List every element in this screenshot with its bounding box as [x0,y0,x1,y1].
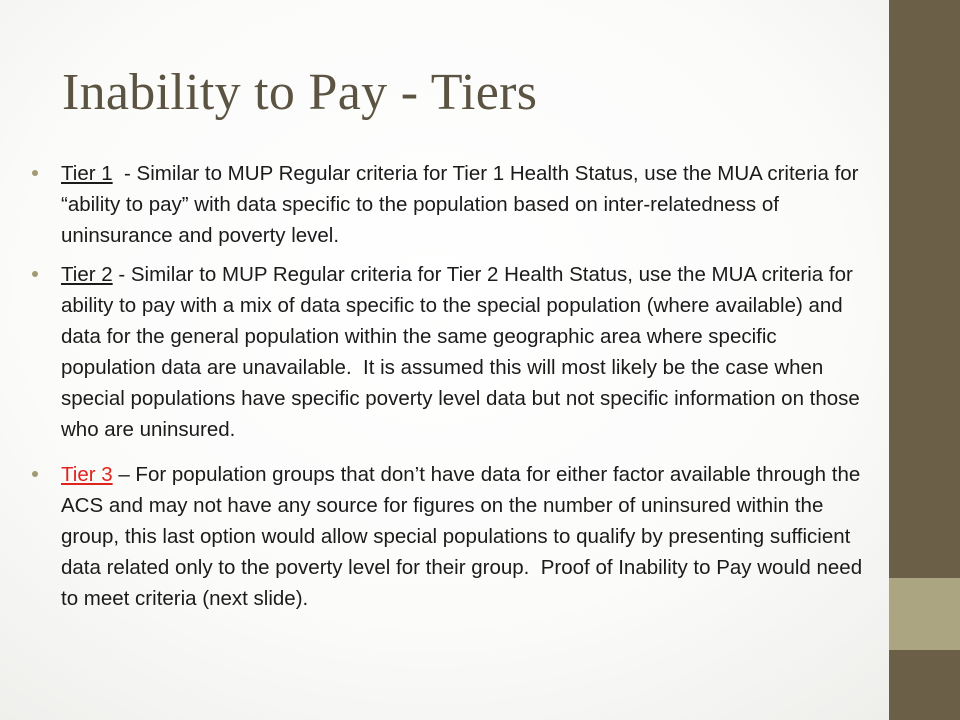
tier-3-text: – For population groups that don’t have data for either factor available through the ACS and may not have any source for figures on the number of uninsured within the group, this last option would allow special populations to qualify by presenting sufficient data related only to the poverty level for their group. Proof of Inability to Pay would need to meet criteria (next slide). [61,463,868,610]
bullet-list [32,158,874,622]
bullet-item-tier-1 [32,158,874,251]
bullet-dot-icon [32,170,38,176]
bullet-item-tier-3 [32,459,874,614]
tier-3-link[interactable]: Tier 3 [61,463,113,486]
tier-1-text: - Similar to MUP Regular criteria for Tier 1 Health Status, use the MUA criteria for “ability to pay” with data specific to the population based on inter-relatedness of uninsurance and poverty level. [61,162,865,247]
tier-2-text: - Similar to MUP Regular criteria for Tier 2 Health Status, use the MUA criteria for ability to pay with a mix of data specific to the special population (where available) and data for the general population within the same geographic area where specific population data are unavailable. It is assumed this will most likely be the case when special populations have specific poverty level data but not specific information on those who are uninsured. [61,263,866,441]
bullet-item-tier-2 [32,259,874,445]
slide-title: Inability to Pay - Tiers [62,64,538,121]
sidebar-accent-middle [889,578,960,650]
sidebar-accent-bottom [889,650,960,720]
bullet-dot-icon [32,271,38,277]
tier-2-link[interactable]: Tier 2 [61,263,113,286]
bullet-dot-icon [32,471,38,477]
tier-1-link[interactable]: Tier 1 [61,162,113,185]
sidebar-accent-top [889,0,960,578]
